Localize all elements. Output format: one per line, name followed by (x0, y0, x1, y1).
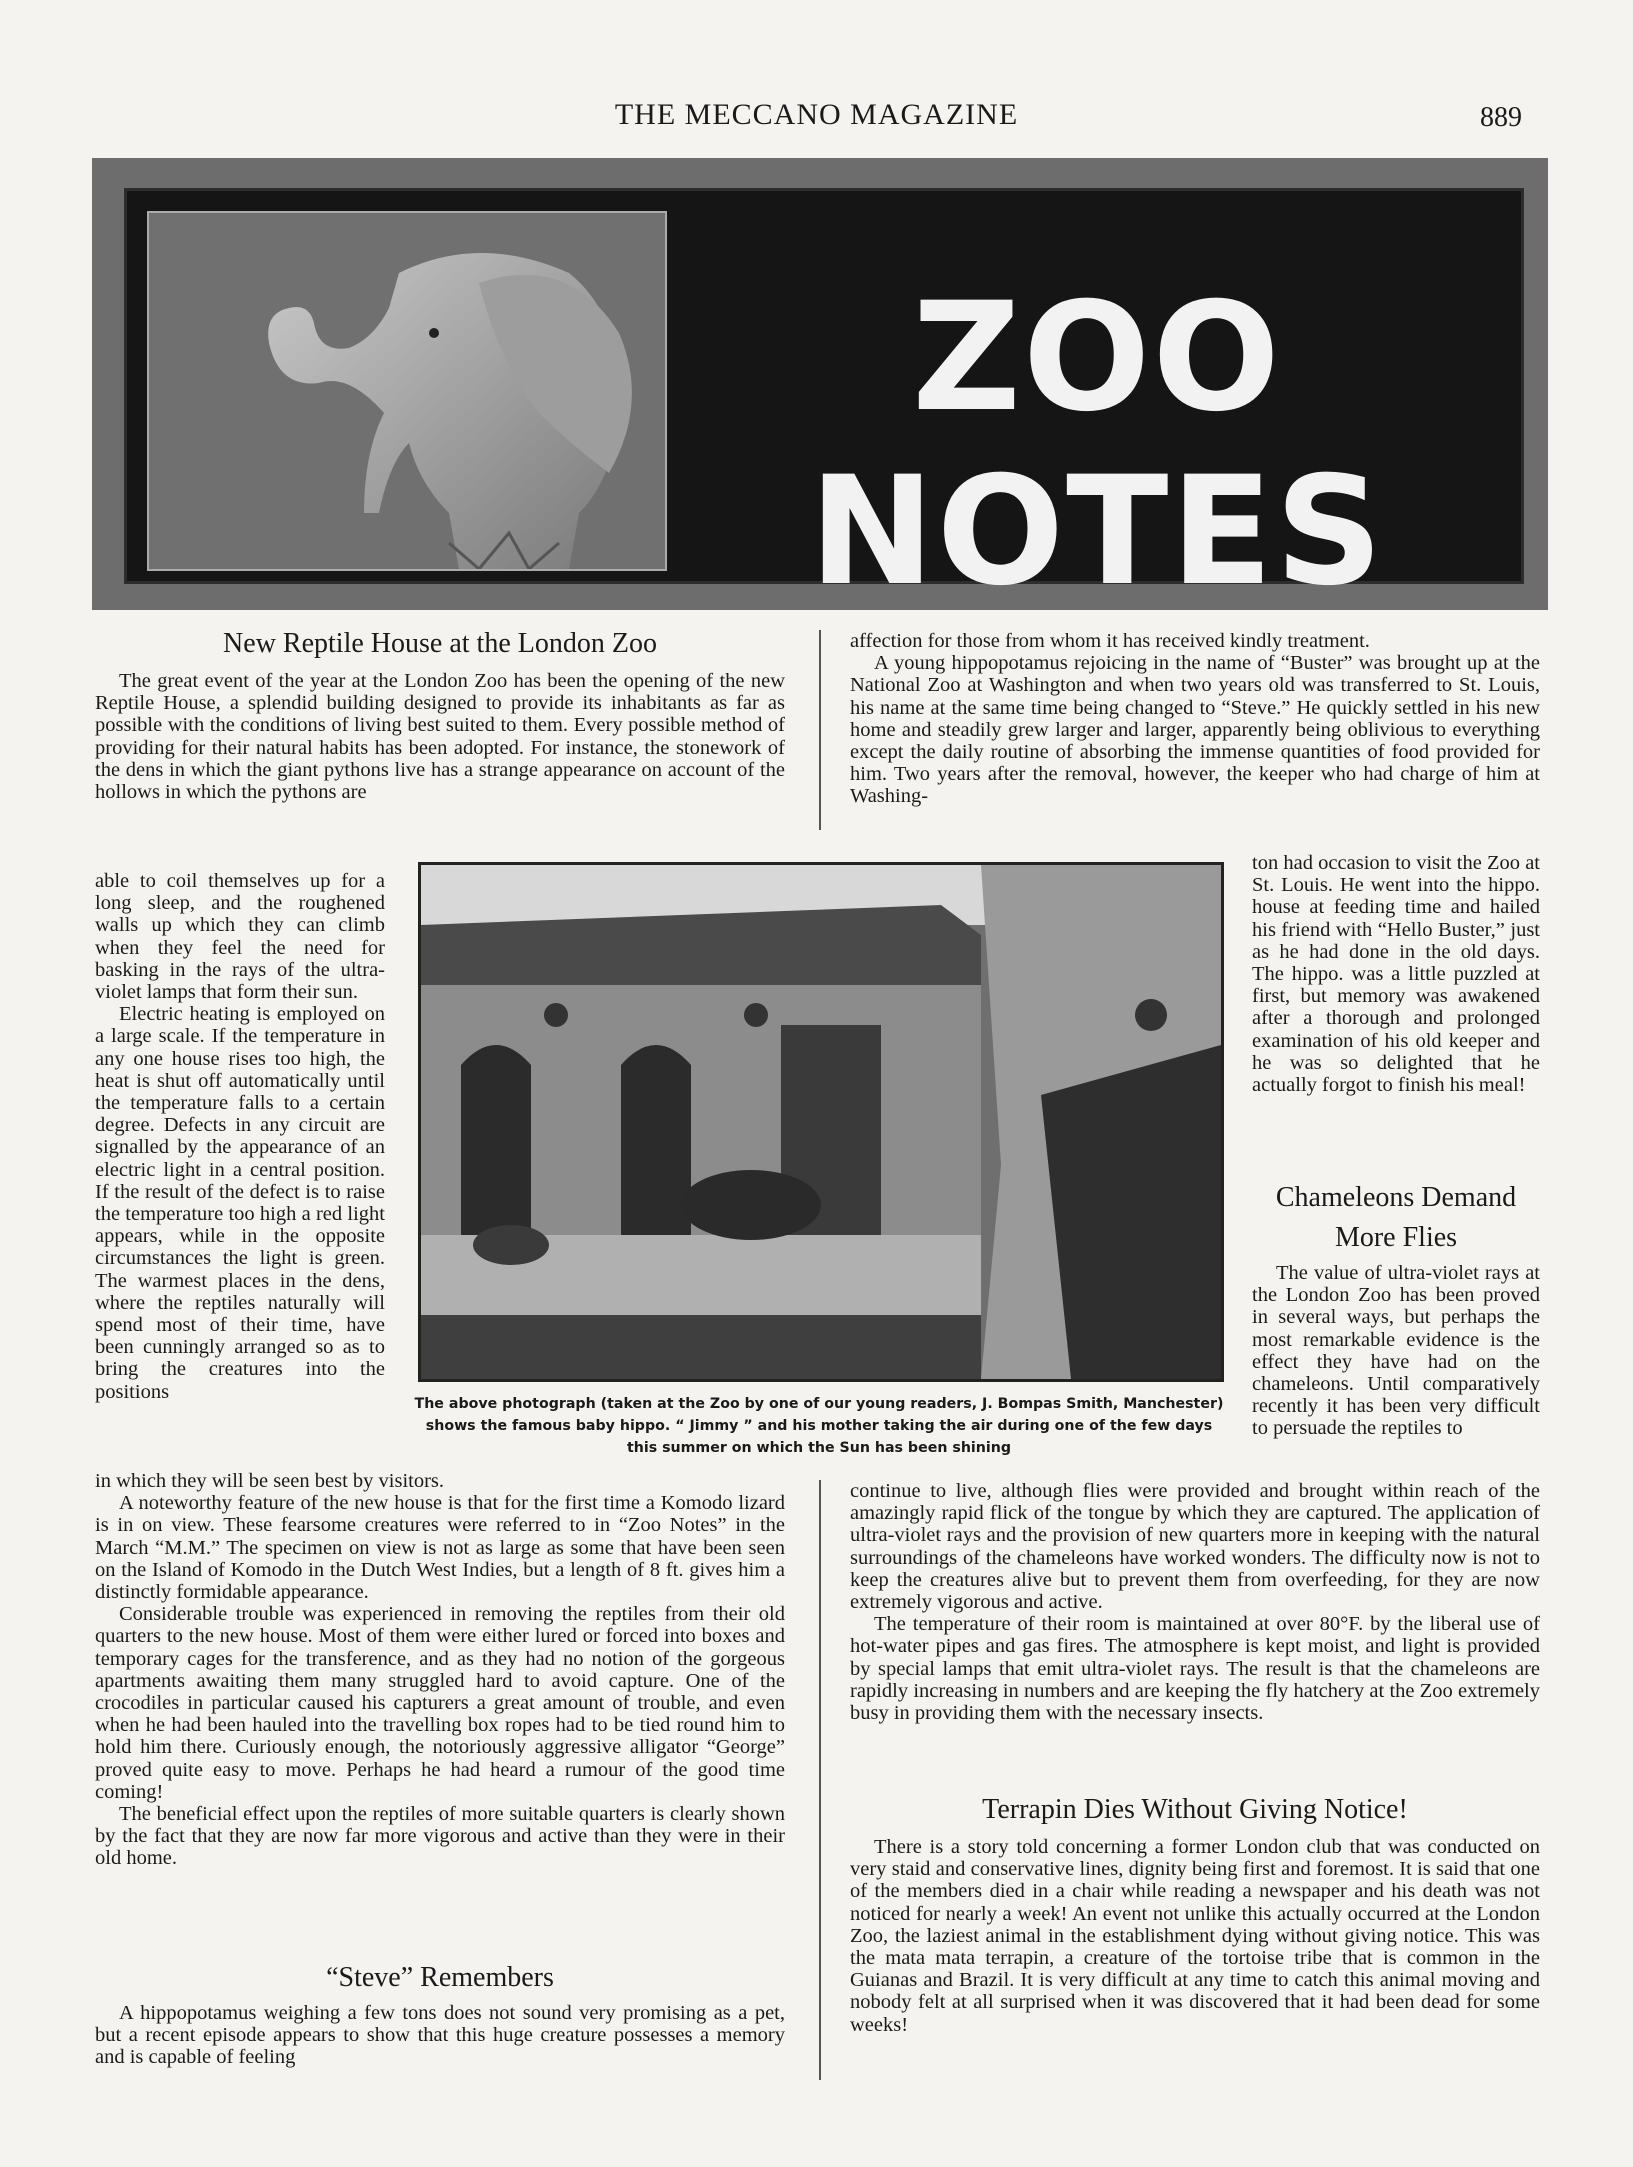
paragraph: A hippopotamus weighing a few tons does not sound very promising as a pet, but a recent episode appears to show that this huge creature possesses a memory and is capable of feeling (95, 2002, 785, 2069)
section4-body (850, 1836, 1540, 2036)
section2-wrap-column (1252, 852, 1540, 1096)
paragraph: in which they will be seen best by visitors. (95, 1470, 445, 1492)
section2-continued (850, 630, 1540, 808)
section-heading-steve: “Steve” Remembers (326, 1962, 554, 1993)
paragraph: affection for those from whom it has received kindly treatment. (850, 630, 1370, 652)
banner-title: ZOO NOTES (809, 271, 1385, 619)
section-heading-chameleons: Chameleons Demand More Flies (1275, 1182, 1517, 1253)
section1-wrap-column (95, 870, 385, 1403)
caption-line: shows the famous baby hippo. “ Jimmy ” and his mother taking the air during one of the few days (425, 1418, 1213, 1434)
column-divider (819, 1480, 821, 2080)
paragraph: A young hippopotamus rejoicing in the name of “Buster” was brought up at the National Zoo at Washington and when two years old was transferred to St. Louis, his name at the same time being changed to “Steve.” He quickly settled in his new home and steadily grew larger and larger, apparently being oblivious to everything except the daily routine of absorbing the immense quantities of food provided for him. Two years after the removal, however, the keeper who had charge of him at Washing- (850, 652, 1540, 808)
section3-wrap-column (1252, 1262, 1540, 1440)
banner (92, 158, 1548, 619)
photo-caption (396, 1393, 1242, 1459)
paragraph: There is a story told concerning a former London club that was conducted on very staid and conservative lines, dignity being first and foremost. It is said that one of the members died in a chair while reading a newspaper and his death was not noticed for nearly a week! An event not unlike this actually occurred at the London Zoo, the laziest animal in the establishment dying without giving notice. This was the mata mata terrapin, a creature of the tortoise tribe that is common in the Guianas and Brazil. It is very difficult at any time to catch this animal moving and nobody felt at all surprised when it was discovered that it had been dead for some weeks! (850, 1836, 1540, 2036)
paragraph: The great event of the year at the London Zoo has been the opening of the new Reptile House, a splendid building designed to provide its inhabitants as far as possible with the conditions of living best suited to them. Every possible method of providing for their natural habits has been adopted. For instance, the stonework of the dens in which the giant pythons live has a strange appearance on account of the hollows in which the pythons are (95, 670, 785, 804)
paragraph: A noteworthy feature of the new house is that for the first time a Komodo lizard is in on view. These fearsome creatures were referred to in “Zoo Notes” in the March “M.M.” The specimen on view is not as large as some that have been seen on the Island of Komodo in the Dutch West Indies, but a length of 8 ft. gives him a distinctly formidable appearance. (95, 1492, 785, 1604)
caption-line: this summer on which the Sun has been shining (626, 1440, 1012, 1456)
paragraph: able to coil themselves up for a long sleep, and the roughened walls up which they can climb when they feel the need for basking in the rays of the ultra-violet lamps that form their sun. (95, 870, 385, 1004)
column-divider (819, 630, 821, 830)
caption-line: The above photograph (taken at the Zoo by one of our young readers, J. Bompas Smith, Manchester) (414, 1396, 1224, 1412)
hippo-photograph (418, 862, 1224, 1382)
banner-panel (124, 188, 1524, 619)
section1-body (95, 1470, 785, 1870)
paragraph: Considerable trouble was experienced in removing the reptiles from their old quarters to the new house. Most of them were either lured or forced into boxes and temporary cages for the transference, and as they had no notion of the gorgeous apartments awaiting them many struggled hard to avoid capture. One of the crocodiles in particular caused his capturers a great amount of trouble, and even when he had been hauled into the travelling box ropes had to be tied round him to hold him there. Curiously enough, the notoriously aggressive alligator “George” proved quite easy to move. Perhaps he had heard a rumour of the good time coming! (95, 1603, 785, 1803)
section2-start (95, 2002, 785, 2069)
section3-body (850, 1480, 1540, 1724)
section1-intro (95, 670, 785, 803)
paragraph: The value of ultra-violet rays at the London Zoo has been proved in several ways, but perhaps the most remarkable evidence is the effect they have had on the chameleons. Until comparatively recently it has been very difficult to persuade the reptiles to (1252, 1262, 1540, 1440)
paragraph: continue to live, although flies were provided and brought within reach of the amazingly rapid flick of the tongue by which they are captured. The application of ultra-violet rays and the provision of new quarters more in keeping with the natural surroundings of the chameleons have worked wonders. The difficulty now is not to keep the creatures alive but to prevent them from overfeeding, for they are now extremely vigorous and active. (850, 1480, 1540, 1614)
section-heading-terrapin: Terrapin Dies Without Giving Notice! (982, 1794, 1408, 1825)
magazine-title: THE MECCANO MAGAZINE (614, 98, 1019, 131)
elephant-photo (147, 211, 667, 571)
paragraph: The beneficial effect upon the reptiles of more suitable quarters is clearly shown by the fact that they are now far more vigorous and active than they were in their old home. (95, 1803, 785, 1870)
paragraph: Electric heating is employed on a large scale. If the temperature in any one house rises too high, the heat is shut off automatically until the temperature falls to a certain degree. Defects in any circuit are signalled by the appearance of an electric light in a central position. If the result of the defect is to raise the temperature too high a red light appears, while in the opposite circumstances the light is green. The warmest places in the dens, where the reptiles naturally will spend most of their time, have been cunningly arranged so as to bring the creatures into the positions (95, 1003, 385, 1403)
paragraph: The temperature of their room is maintained at over 80°F. by the liberal use of hot-water pipes and gas fires. The atmosphere is kept moist, and light is provided by special lamps that emit ultra-violet rays. The result is that the chameleons are rapidly increasing in numbers and are keeping the fly hatchery at the Zoo extremely busy in providing them with the necessary insects. (850, 1613, 1540, 1725)
section-heading-reptile-house: New Reptile House at the London Zoo (223, 628, 657, 659)
paragraph: ton had occasion to visit the Zoo at St. Louis. He went into the hippo. house at feeding time and hailed his friend with “Hello Buster,” just as he had done in the old days. The hippo. was a little puzzled at first, but memory was awakened after a thorough and prolonged examination of his old keeper and he was so delighted that he actually forgot to finish his meal! (1252, 852, 1540, 1097)
page-number: 889 (1480, 102, 1522, 133)
